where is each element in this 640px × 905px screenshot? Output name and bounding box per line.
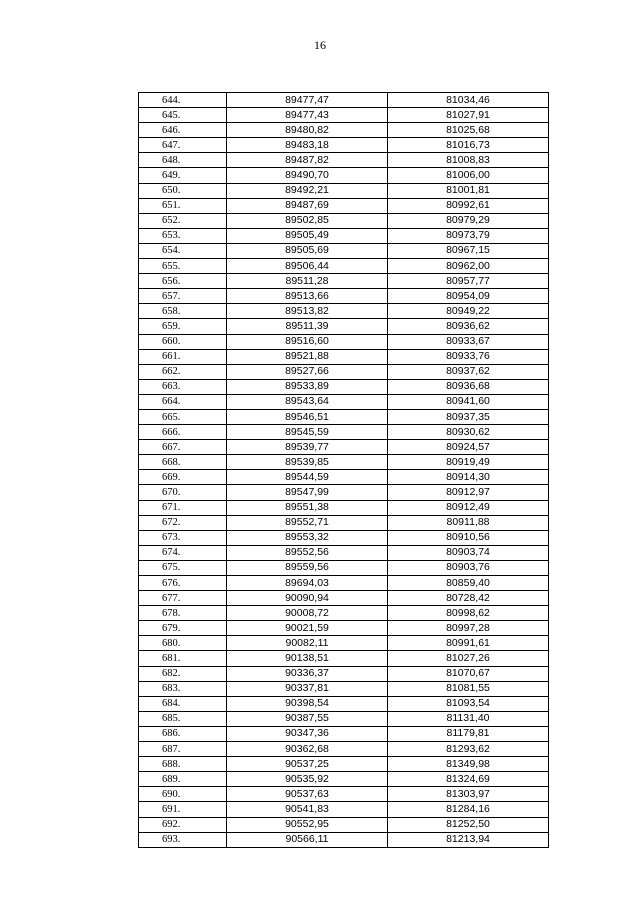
y-coordinate-cell: 80912,49	[388, 500, 549, 515]
point-number-cell: 653.	[139, 228, 227, 243]
x-coordinate-cell: 90541,83	[227, 802, 388, 817]
table-row	[139, 621, 549, 636]
table-row	[139, 772, 549, 787]
table-row	[139, 123, 549, 138]
x-coordinate-cell: 90398,54	[227, 696, 388, 711]
x-coordinate-cell: 89694,03	[227, 576, 388, 591]
x-coordinate-cell: 90566,11	[227, 832, 388, 847]
table-row	[139, 93, 549, 108]
table-row	[139, 425, 549, 440]
table-row	[139, 138, 549, 153]
x-coordinate-cell: 89487,69	[227, 198, 388, 213]
x-coordinate-cell: 89545,59	[227, 425, 388, 440]
y-coordinate-cell: 81006,00	[388, 168, 549, 183]
point-number-cell: 674.	[139, 545, 227, 560]
table-row	[139, 259, 549, 274]
point-number-cell: 673.	[139, 530, 227, 545]
point-number-cell: 658.	[139, 304, 227, 319]
table-row	[139, 183, 549, 198]
point-number-cell: 675.	[139, 560, 227, 575]
y-coordinate-cell: 80937,35	[388, 409, 549, 424]
point-number-cell: 665.	[139, 409, 227, 424]
point-number-cell: 671.	[139, 500, 227, 515]
y-coordinate-cell: 81016,73	[388, 138, 549, 153]
y-coordinate-cell: 80937,62	[388, 364, 549, 379]
point-number-cell: 655.	[139, 259, 227, 274]
x-coordinate-cell: 89487,82	[227, 153, 388, 168]
table-row	[139, 636, 549, 651]
point-number-cell: 644.	[139, 93, 227, 108]
x-coordinate-cell: 90537,25	[227, 757, 388, 772]
table-row	[139, 198, 549, 213]
table-row	[139, 651, 549, 666]
x-coordinate-cell: 89559,56	[227, 560, 388, 575]
table-row	[139, 168, 549, 183]
point-number-cell: 647.	[139, 138, 227, 153]
table-row	[139, 364, 549, 379]
table-row	[139, 681, 549, 696]
point-number-cell: 663.	[139, 379, 227, 394]
point-number-cell: 645.	[139, 108, 227, 123]
x-coordinate-cell: 90347,36	[227, 726, 388, 741]
y-coordinate-cell: 81213,94	[388, 832, 549, 847]
y-coordinate-cell: 81001,81	[388, 183, 549, 198]
x-coordinate-cell: 89480,82	[227, 123, 388, 138]
x-coordinate-cell: 90138,51	[227, 651, 388, 666]
table-row	[139, 394, 549, 409]
table-row	[139, 560, 549, 575]
x-coordinate-cell: 89513,66	[227, 289, 388, 304]
x-coordinate-cell: 89547,99	[227, 485, 388, 500]
x-coordinate-cell: 89502,85	[227, 213, 388, 228]
x-coordinate-cell: 89521,88	[227, 349, 388, 364]
point-number-cell: 672.	[139, 515, 227, 530]
y-coordinate-cell: 80967,15	[388, 243, 549, 258]
y-coordinate-cell: 80997,28	[388, 621, 549, 636]
y-coordinate-cell: 80954,09	[388, 289, 549, 304]
table-row	[139, 108, 549, 123]
x-coordinate-cell: 90535,92	[227, 772, 388, 787]
point-number-cell: 667.	[139, 440, 227, 455]
table-row	[139, 455, 549, 470]
y-coordinate-cell: 81070,67	[388, 666, 549, 681]
y-coordinate-cell: 80949,22	[388, 304, 549, 319]
x-coordinate-cell: 89539,85	[227, 455, 388, 470]
y-coordinate-cell: 81293,62	[388, 742, 549, 757]
point-number-cell: 666.	[139, 425, 227, 440]
point-number-cell: 649.	[139, 168, 227, 183]
point-number-cell: 654.	[139, 243, 227, 258]
point-number-cell: 688.	[139, 757, 227, 772]
point-number-cell: 650.	[139, 183, 227, 198]
table-row	[139, 591, 549, 606]
table-row	[139, 289, 549, 304]
y-coordinate-cell: 81027,26	[388, 651, 549, 666]
point-number-cell: 678.	[139, 606, 227, 621]
point-number-cell: 660.	[139, 334, 227, 349]
x-coordinate-cell: 89511,28	[227, 274, 388, 289]
table-row	[139, 742, 549, 757]
point-number-cell: 679.	[139, 621, 227, 636]
x-coordinate-cell: 90337,81	[227, 681, 388, 696]
table-row	[139, 153, 549, 168]
y-coordinate-cell: 80941,60	[388, 394, 549, 409]
point-number-cell: 686.	[139, 726, 227, 741]
y-coordinate-cell: 80903,74	[388, 545, 549, 560]
point-number-cell: 684.	[139, 696, 227, 711]
table-row	[139, 515, 549, 530]
y-coordinate-cell: 80991,61	[388, 636, 549, 651]
y-coordinate-cell: 80998,62	[388, 606, 549, 621]
point-number-cell: 670.	[139, 485, 227, 500]
y-coordinate-cell: 80930,62	[388, 425, 549, 440]
table-row	[139, 304, 549, 319]
x-coordinate-cell: 89546,51	[227, 409, 388, 424]
coordinates-table	[138, 92, 549, 848]
point-number-cell: 656.	[139, 274, 227, 289]
point-number-cell: 693.	[139, 832, 227, 847]
coordinates-table-body	[139, 93, 549, 848]
table-row	[139, 787, 549, 802]
table-row	[139, 243, 549, 258]
x-coordinate-cell: 90021,59	[227, 621, 388, 636]
y-coordinate-cell: 80728,42	[388, 591, 549, 606]
x-coordinate-cell: 90008,72	[227, 606, 388, 621]
x-coordinate-cell: 89477,43	[227, 108, 388, 123]
table-row	[139, 213, 549, 228]
y-coordinate-cell: 80962,00	[388, 259, 549, 274]
y-coordinate-cell: 81179,81	[388, 726, 549, 741]
point-number-cell: 646.	[139, 123, 227, 138]
x-coordinate-cell: 90090,94	[227, 591, 388, 606]
y-coordinate-cell: 81034,46	[388, 93, 549, 108]
x-coordinate-cell: 89505,69	[227, 243, 388, 258]
y-coordinate-cell: 81131,40	[388, 711, 549, 726]
table-row	[139, 409, 549, 424]
point-number-cell: 683.	[139, 681, 227, 696]
y-coordinate-cell: 80973,79	[388, 228, 549, 243]
table-row	[139, 711, 549, 726]
point-number-cell: 659.	[139, 319, 227, 334]
x-coordinate-cell: 89552,56	[227, 545, 388, 560]
y-coordinate-cell: 81081,55	[388, 681, 549, 696]
table-row	[139, 817, 549, 832]
table-row	[139, 319, 549, 334]
table-row	[139, 696, 549, 711]
y-coordinate-cell: 80912,97	[388, 485, 549, 500]
y-coordinate-cell: 80911,88	[388, 515, 549, 530]
x-coordinate-cell: 89543,64	[227, 394, 388, 409]
table-row	[139, 666, 549, 681]
x-coordinate-cell: 89490,70	[227, 168, 388, 183]
x-coordinate-cell: 89506,44	[227, 259, 388, 274]
y-coordinate-cell: 80910,56	[388, 530, 549, 545]
table-row	[139, 726, 549, 741]
table-row	[139, 576, 549, 591]
x-coordinate-cell: 89477,47	[227, 93, 388, 108]
table-row	[139, 334, 549, 349]
x-coordinate-cell: 89516,60	[227, 334, 388, 349]
point-number-cell: 690.	[139, 787, 227, 802]
point-number-cell: 652.	[139, 213, 227, 228]
x-coordinate-cell: 90362,68	[227, 742, 388, 757]
table-row	[139, 485, 549, 500]
y-coordinate-cell: 81027,91	[388, 108, 549, 123]
y-coordinate-cell: 81324,69	[388, 772, 549, 787]
x-coordinate-cell: 90552,95	[227, 817, 388, 832]
point-number-cell: 662.	[139, 364, 227, 379]
y-coordinate-cell: 81025,68	[388, 123, 549, 138]
table-row	[139, 349, 549, 364]
table-row	[139, 530, 549, 545]
point-number-cell: 676.	[139, 576, 227, 591]
point-number-cell: 692.	[139, 817, 227, 832]
x-coordinate-cell: 89511,39	[227, 319, 388, 334]
table-row	[139, 274, 549, 289]
x-coordinate-cell: 89483,18	[227, 138, 388, 153]
y-coordinate-cell: 80919,49	[388, 455, 549, 470]
table-row	[139, 379, 549, 394]
y-coordinate-cell: 80914,30	[388, 470, 549, 485]
y-coordinate-cell: 80933,76	[388, 349, 549, 364]
page-number: 16	[314, 38, 326, 52]
y-coordinate-cell: 81349,98	[388, 757, 549, 772]
y-coordinate-cell: 81093,54	[388, 696, 549, 711]
point-number-cell: 657.	[139, 289, 227, 304]
point-number-cell: 668.	[139, 455, 227, 470]
x-coordinate-cell: 89533,89	[227, 379, 388, 394]
y-coordinate-cell: 80859,40	[388, 576, 549, 591]
table-row	[139, 757, 549, 772]
y-coordinate-cell: 81008,83	[388, 153, 549, 168]
y-coordinate-cell: 81252,50	[388, 817, 549, 832]
point-number-cell: 651.	[139, 198, 227, 213]
x-coordinate-cell: 89551,38	[227, 500, 388, 515]
x-coordinate-cell: 89553,32	[227, 530, 388, 545]
table-row	[139, 802, 549, 817]
x-coordinate-cell: 89505,49	[227, 228, 388, 243]
table-row	[139, 470, 549, 485]
table-row	[139, 228, 549, 243]
x-coordinate-cell: 89544,59	[227, 470, 388, 485]
x-coordinate-cell: 89552,71	[227, 515, 388, 530]
y-coordinate-cell: 80924,57	[388, 440, 549, 455]
x-coordinate-cell: 89539,77	[227, 440, 388, 455]
point-number-cell: 691.	[139, 802, 227, 817]
point-number-cell: 661.	[139, 349, 227, 364]
point-number-cell: 669.	[139, 470, 227, 485]
y-coordinate-cell: 80979,29	[388, 213, 549, 228]
y-coordinate-cell: 80936,68	[388, 379, 549, 394]
y-coordinate-cell: 80936,62	[388, 319, 549, 334]
point-number-cell: 682.	[139, 666, 227, 681]
point-number-cell: 664.	[139, 394, 227, 409]
point-number-cell: 680.	[139, 636, 227, 651]
table-row	[139, 500, 549, 515]
x-coordinate-cell: 90082,11	[227, 636, 388, 651]
x-coordinate-cell: 89527,66	[227, 364, 388, 379]
x-coordinate-cell: 89492,21	[227, 183, 388, 198]
point-number-cell: 689.	[139, 772, 227, 787]
point-number-cell: 648.	[139, 153, 227, 168]
y-coordinate-cell: 81284,16	[388, 802, 549, 817]
y-coordinate-cell: 80957,77	[388, 274, 549, 289]
x-coordinate-cell: 90336,37	[227, 666, 388, 681]
table-row	[139, 545, 549, 560]
table-row	[139, 440, 549, 455]
point-number-cell: 677.	[139, 591, 227, 606]
x-coordinate-cell: 90387,55	[227, 711, 388, 726]
y-coordinate-cell: 80903,76	[388, 560, 549, 575]
x-coordinate-cell: 90537,63	[227, 787, 388, 802]
table-row	[139, 606, 549, 621]
point-number-cell: 685.	[139, 711, 227, 726]
table-row	[139, 832, 549, 847]
y-coordinate-cell: 81303,97	[388, 787, 549, 802]
y-coordinate-cell: 80933,67	[388, 334, 549, 349]
x-coordinate-cell: 89513,82	[227, 304, 388, 319]
point-number-cell: 687.	[139, 742, 227, 757]
y-coordinate-cell: 80992,61	[388, 198, 549, 213]
point-number-cell: 681.	[139, 651, 227, 666]
